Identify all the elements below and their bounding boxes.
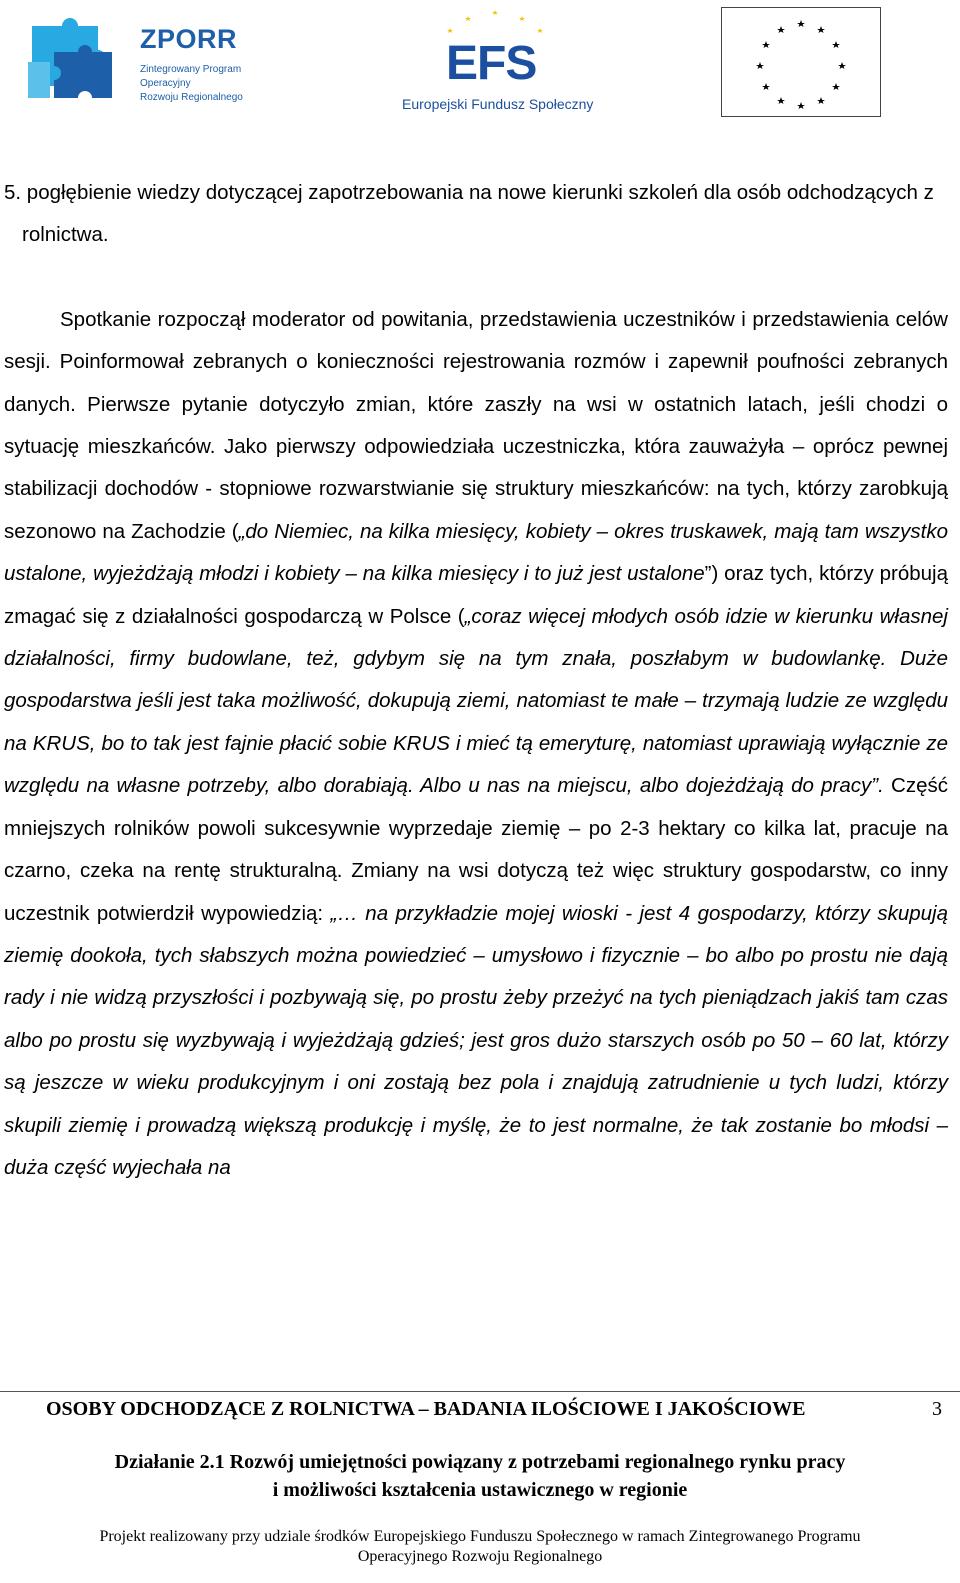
quote-run: „… na przykładzie mojej wioski - jest 4 gospodarzy, którzy skupują ziemię dookoła, tych słabszych można powiedzieć – umysłowo i fizycznie – bo albo po prostu nie dają rady i nie widzą przyszłości i pozbywają się, po prostu żeby przeżyć na tych pieniądzach jakiś tam czas albo po prostu się wyzbywają i wyjeżdżają gdzieś; jest gros dużo starszych osób po 50 – 60 lat, którzy są jeszcze w wieku produkcyjnym i oni zostają bez pola i znajdują zatrudnienie u tych ludzi, którzy skupili ziemię i prowadzą większą produkcję i myślę, że to jest normalne, że tak zostanie bo młodsi – duża część wyjechała na — [4, 901, 948, 1179]
page-number: 3 — [932, 1398, 942, 1420]
list-item-text: 5. pogłębienie wiedzy dotyczącej zapotrzebowania na nowe kierunki szkoleń dla osób odchodzących z rolnictwa. — [4, 181, 934, 247]
footer-action-line-1: Działanie 2.1 Rozwój umiejętności powiązany z potrzebami regionalnego rynku pracy — [114, 1451, 846, 1473]
footer-divider — [0, 1391, 960, 1392]
eu-flag — [721, 7, 881, 117]
efs-mark: EFS — [446, 37, 537, 90]
eu-stars-icon — [722, 8, 880, 116]
efs-name: Europejski Fundusz Społeczny — [402, 96, 594, 112]
quote-run: „do Niemiec, na kilka miesięcy, kobiety – okres truskawek, mają tam wszystko ustalone, wyjeżdżają młodzi i kobiety – na kilka miesięcy i to już jest ustalone — [4, 519, 948, 586]
zporr-logo — [24, 12, 264, 112]
footer-project-line-1: Projekt realizowany przy udziale środków Europejskiego Funduszu Społecznego w ramach Zintegrowanego Programu — [99, 1528, 861, 1545]
footer-action-line-2: i możliwości kształcenia ustawicznego w regionie — [272, 1479, 688, 1501]
quote-run: „coraz więcej młodych osób idzie w kierunku własnej działalności, firmy budowlane, też, gdybym się na tym znała, poszłabym w budowlankę. Duże gospodarstwa jeśli jest taka możliwość, dokupują ziemi, natomiast te małe – trzymają ludzie ze względu na KRUS, bo to tak jest fajnie płacić sobie KRUS i mieć tą emeryturę, natomiast uprawiają wyłącznie ze względu na własne potrzeby, albo dorabiają. Albo u nas na miejscu, albo dojeżdżają do pracy”. — [4, 604, 948, 798]
text-run: ”) oraz tych, którzy próbują zmagać się z działalności gospodarczą w Polsce ( — [4, 562, 948, 628]
text-run: Spotkanie rozpoczął moderator od powitania, przedstawienia uczestników i przedstawienia celów sesji. Poinformował zebranych o konieczności rejestrowania rozmów i zapewnił poufności zebranych danych. Pierwsze pytanie dotyczyło zmian, które zaszły na wsi w ostatnich latach, jeśli chodzi o sytuację mieszkańców. Jako pierwszy odpowiedziała uczestniczka, która zauważyła – oprócz pewnej stabilizacji dochodów - stopniowe rozwarstwianie się struktury mieszkańców: na tych, którzy zarobkują sezonowo na Zachodzie ( — [4, 307, 948, 543]
footer-title: OSOBY ODCHODZĄCE Z ROLNICTWA – BADANIA ILOŚCIOWE I JAKOŚCIOWE — [46, 1398, 806, 1420]
zporr-line-1: Zintegrowany Program — [140, 64, 242, 75]
footer-project-line-2: Operacyjnego Rozwoju Regionalnego — [357, 1548, 603, 1565]
puzzle-icon — [24, 12, 120, 108]
zporr-line-2: Operacyjny — [140, 78, 191, 89]
body-paragraph — [4, 299, 948, 1190]
footer-project — [0, 1527, 960, 1567]
page-header — [0, 0, 960, 130]
stars-arc-icon — [440, 6, 550, 36]
document-body — [4, 172, 948, 1189]
footer-action — [0, 1448, 960, 1504]
list-item-5 — [4, 172, 948, 257]
efs-logo — [400, 6, 594, 118]
text-run: Część mniejszych rolników powoli sukcesywnie wyprzedaje ziemię – po 2-3 hektary co kilka lat, pracuje na czarno, czeka na rentę strukturalną. Zmiany na wsi dotyczą też więc struktury gospodarstw, co inny uczestnik potwierdził wypowiedzią: — [4, 774, 948, 925]
zporr-name: ZPORR — [140, 24, 237, 54]
zporr-line-3: Rozwoju Regionalnego — [140, 92, 243, 103]
